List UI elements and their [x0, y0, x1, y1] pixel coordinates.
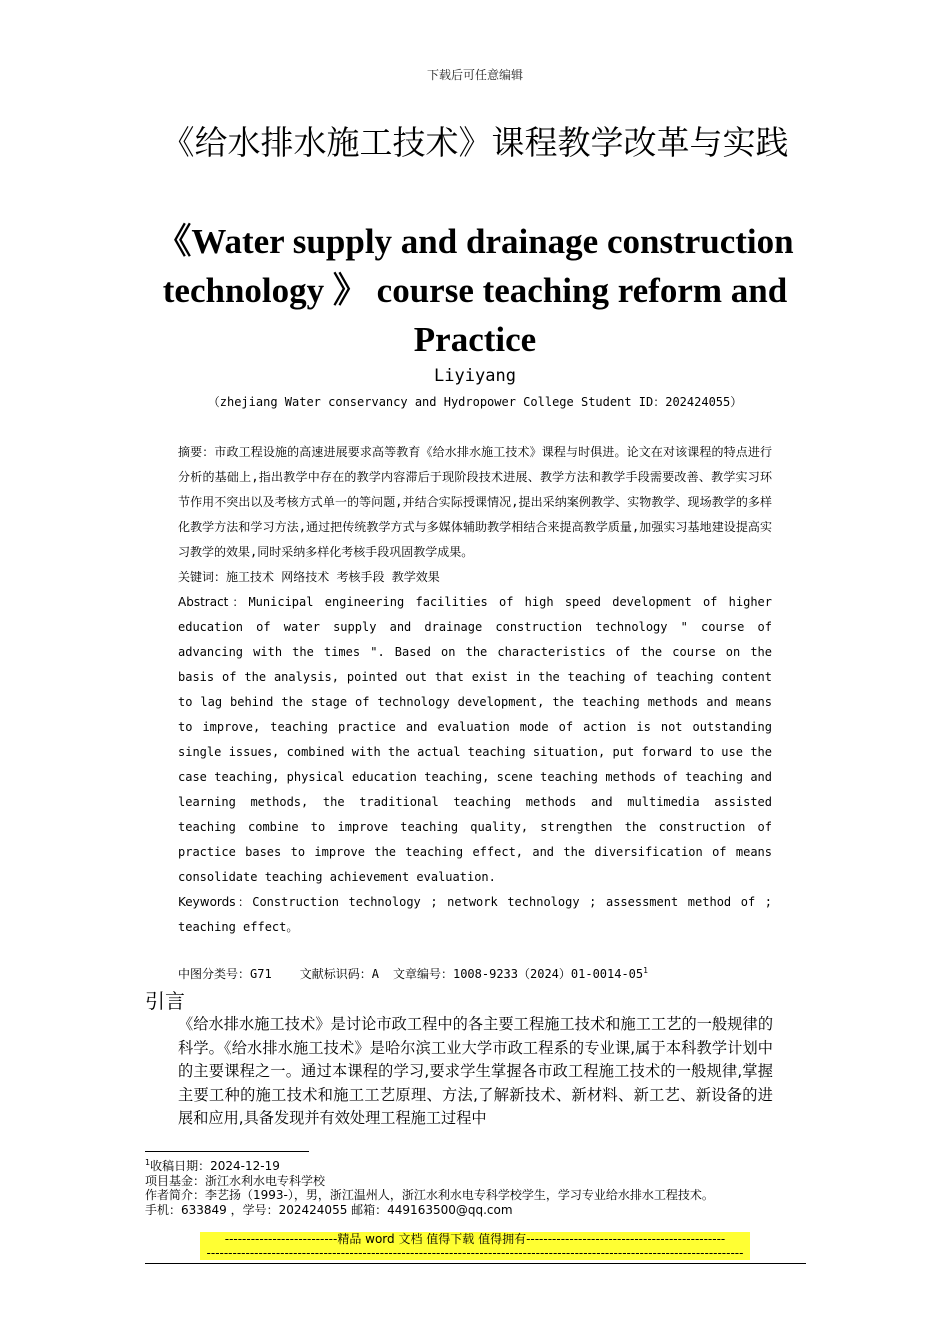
section-heading-intro: 引言	[145, 989, 185, 1013]
abstract-cn	[178, 440, 772, 565]
clc-value: G71	[250, 967, 272, 981]
footnote-divider	[145, 1151, 309, 1152]
banner-line-1: --------------------------精品 word 文档 值得下载 值得拥有----------------------------------------------	[224, 1232, 726, 1246]
footnote-fund: 项目基金：浙江水利水电专科学校	[145, 1173, 326, 1188]
header-note: 下载后可任意编辑	[426, 68, 523, 82]
intro-body	[178, 1013, 773, 1131]
article-no-value: 1008-9233（2024）01-0014-05	[452, 967, 644, 981]
bottom-divider	[145, 1263, 806, 1264]
doc-code-label: 文献标识码：	[299, 967, 372, 981]
keywords-cn-label: 关键词：	[178, 570, 227, 584]
clc-label: 中图分类号：	[178, 967, 251, 981]
abstract-block	[178, 440, 772, 940]
paper-title-en: 《Water supply and drainage construction technology 》 course teaching reform and Practice	[156, 222, 794, 359]
keywords-en-label: Keywords：	[178, 895, 253, 909]
intro-paragraph: 《给水排水施工技术》是讨论市政工程中的各主要工程施工技术和施工工艺的一般规律的科学。《给水排水施工技术》是哈尔滨工业大学市政工程系的专业课,属于本科教学计划中的主要课程之一。通过本课程的学习,要求学生掌握各市政工程施工技术的一般规律,掌握主要工种的施工技术和施工工艺原理、方法,了解新技术、新材料、新工艺、新设备的进展和应用,具备发现并有效处理工程施工过程中	[178, 1015, 773, 1127]
footnote-received-text: 收稿日期：2024-12-19	[150, 1159, 280, 1173]
paper-title-cn: 《给水排水施工技术》课程教学改革与实践	[161, 123, 789, 162]
footnote-ref-mark: 1	[643, 966, 648, 975]
footnote-mark: 1	[145, 1158, 151, 1167]
download-banner	[200, 1232, 750, 1260]
keywords-en	[178, 890, 772, 940]
footnote-received	[145, 1156, 805, 1174]
keywords-cn-text: 施工技术 网络技术 考核手段 教学效果	[226, 570, 440, 584]
banner-line-2: ----------------------------------------------------------------------------------------------------------------------------	[206, 1246, 744, 1260]
keywords-en-text: Construction technology ; network technology ; assessment method of ; teaching effect。	[178, 895, 772, 934]
classification-line	[178, 965, 778, 982]
footnotes	[145, 1156, 805, 1217]
abstract-en	[178, 590, 772, 890]
abstract-cn-text: 市政工程设施的高速进展要求高等教育《给水排水施工技术》课程与时俱进。论文在对该课程的特点进行分析的基础上,指出教学中存在的教学内容滞后于现阶段技术进展、教学方法和教学手段需要改善、教学实习环节作用不突出以及考核方式单一的等问题,并结合实际授课情况,提出采纳案例教学、实物教学、现场教学的多样化教学方法和学习方法,通过把传统教学方式与多媒体辅助教学相结合来提高教学质量,加强实习基地建设提高实习教学的效果,同时采纳多样化考核手段巩固教学成果。	[178, 445, 772, 559]
doc-code-value: A	[371, 967, 379, 981]
abstract-cn-label: 摘要：	[178, 445, 215, 459]
footnote-author-bio: 作者简介：李艺扬（1993-），男，浙江温州人，浙江水利水电专科学校学生，学习专业给水排水工程技术。	[145, 1188, 714, 1202]
article-no-label: 文章编号：	[392, 967, 453, 981]
author-name: Liyiyang	[434, 366, 516, 386]
author-affiliation: （zhejiang Water conservancy and Hydropower College Student ID：202424055）	[207, 395, 743, 409]
abstract-en-label: Abstract：	[178, 595, 249, 609]
keywords-cn	[178, 565, 772, 590]
abstract-en-text: Municipal engineering facilities of high speed development of higher education of water supply and drainage construction technology " course of advancing with the times ". Based on the characteristics of the course on the basis of the analysis, pointed out that exist in the teaching of teaching content to lag behind the stage of technology development, the teaching methods and means to improve, teaching practice and evaluation mode of action is not outstanding single issues, combined with the actual teaching situation, put forward to use the case teaching, physical education teaching, scene teaching methods of teaching and learning methods, the traditional teaching methods and multimedia assisted teaching combine to improve teaching quality, strengthen the construction of practice bases to improve the teaching effect, and the diversification of means consolidate teaching achievement evaluation.	[178, 595, 773, 884]
footnote-contact: 手机：633849 ，学号：202424055 邮箱：449163500@qq.com	[145, 1202, 513, 1217]
